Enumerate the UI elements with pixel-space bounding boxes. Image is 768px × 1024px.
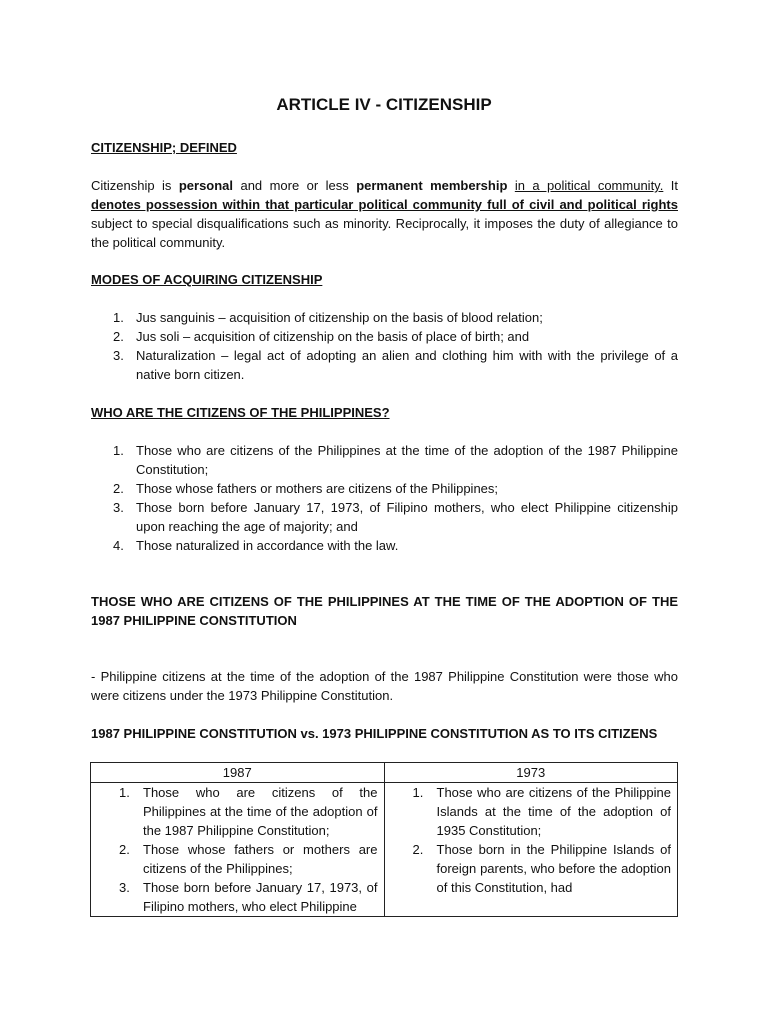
list-number: 4. xyxy=(113,538,124,553)
list-text: Those naturalized in accordance with the law. xyxy=(136,538,399,553)
definition-text-space xyxy=(507,178,514,193)
modes-section xyxy=(91,270,678,384)
who-are-citizens-section xyxy=(91,403,678,555)
comparison-table xyxy=(90,762,678,917)
definition-text-2: and more or less xyxy=(233,178,357,193)
definition-text-4: subject to special disqualifications such as minority. Reciprocally, it imposes the duty of allegiance to the political community. xyxy=(91,216,678,250)
list-text: Those born before January 17, 1973, of Filipino mothers, who elect Philippine citizenship upon reaching the age of majority; and xyxy=(136,500,678,534)
citizenship-definition-paragraph xyxy=(91,176,678,252)
comparison-heading-text: 1987 PHILIPPINE CONSTITUTION vs. 1973 PHILIPPINE CONSTITUTION AS TO ITS CITIZENS xyxy=(91,726,658,741)
list-number: 3. xyxy=(119,880,130,895)
list-number: 2. xyxy=(119,842,130,857)
definition-text-personal: personal xyxy=(178,178,234,193)
table-header-row xyxy=(91,763,678,783)
list-item xyxy=(385,840,672,897)
table-header-1987: 1987 xyxy=(91,763,385,783)
definition-text-permanent: permanent membership xyxy=(356,178,508,193)
list-item xyxy=(91,878,378,916)
list-text: Those who are citizens of the Philippines at the time of the adoption of the 1987 Philippine Constitution; xyxy=(136,443,678,477)
list-item xyxy=(91,840,378,878)
list-item xyxy=(91,308,678,327)
list-number: 3. xyxy=(113,348,124,363)
definition-text-3: It xyxy=(663,178,678,193)
list-text: Those whose fathers or mothers are citizens of the Philippines; xyxy=(143,842,378,876)
table-header-1973: 1973 xyxy=(384,763,678,783)
list-number: 2. xyxy=(113,329,124,344)
list-text: Those born in the Philippine Islands of foreign parents, who before the adoption of this Constitution, had xyxy=(436,842,671,895)
definition-text-community: in a political community. xyxy=(514,178,664,193)
page-title: ARTICLE IV - CITIZENSHIP xyxy=(276,95,492,114)
list-text: Those who are citizens of the Philippines at the time of the adoption of the 1987 Philippine Constitution; xyxy=(143,785,378,838)
list-item xyxy=(91,441,678,479)
list-number: 1. xyxy=(113,310,124,325)
citizenship-defined-heading: CITIZENSHIP; DEFINED xyxy=(91,140,237,155)
list-number: 2. xyxy=(113,481,124,496)
list-text: Those born before January 17, 1973, of Filipino mothers, who elect Philippine xyxy=(143,880,378,914)
list-number: 1. xyxy=(119,785,130,800)
list-item xyxy=(91,498,678,536)
who-are-citizens-heading: WHO ARE THE CITIZENS OF THE PHILIPPINES? xyxy=(91,405,390,420)
list-item xyxy=(91,346,678,384)
list-text: Naturalization – legal act of adopting an alien and clothing him with with the privilege of a native born citizen. xyxy=(136,348,678,382)
list-item xyxy=(91,479,678,498)
adoption-section xyxy=(91,592,678,630)
list-text: Jus soli – acquisition of citizenship on the basis of place of birth; and xyxy=(136,329,530,344)
list-text: Those who are citizens of the Philippine Islands at the time of the adoption of 1935 Constitution; xyxy=(436,785,671,838)
list-item xyxy=(91,536,678,555)
list-item xyxy=(91,327,678,346)
modes-heading: MODES OF ACQUIRING CITIZENSHIP xyxy=(91,272,323,287)
list-1973 xyxy=(385,783,672,897)
list-number: 1. xyxy=(412,785,424,800)
table-row xyxy=(91,783,678,917)
list-item xyxy=(91,783,378,840)
definition-text-rights: denotes possession within that particular political community full of civil and political rights xyxy=(91,197,678,212)
table-cell-1987 xyxy=(91,783,385,917)
list-number: 3. xyxy=(113,500,124,515)
comparison-heading xyxy=(91,724,678,743)
citizens-list xyxy=(91,441,678,555)
list-text: Those whose fathers or mothers are citizens of the Philippines; xyxy=(136,481,499,496)
list-1987 xyxy=(91,783,378,916)
modes-list xyxy=(91,308,678,384)
list-number: 2. xyxy=(412,842,424,857)
adoption-heading: THOSE WHO ARE CITIZENS OF THE PHILIPPINES AT THE TIME OF THE ADOPTION OF THE 1987 PHILIPPINE CONSTITUTION xyxy=(91,594,678,628)
definition-text-1: Citizenship is xyxy=(91,178,179,193)
citizenship-defined-section xyxy=(91,138,678,252)
list-text: Jus sanguinis – acquisition of citizenship on the basis of blood relation; xyxy=(136,310,543,325)
list-number: 1. xyxy=(113,443,124,458)
list-item xyxy=(385,783,672,840)
table-cell-1973 xyxy=(384,783,678,917)
adoption-paragraph: - Philippine citizens at the time of the adoption of the 1987 Philippine Constitution were those who were citizens under the 1973 Philippine Constitution. xyxy=(91,669,678,703)
